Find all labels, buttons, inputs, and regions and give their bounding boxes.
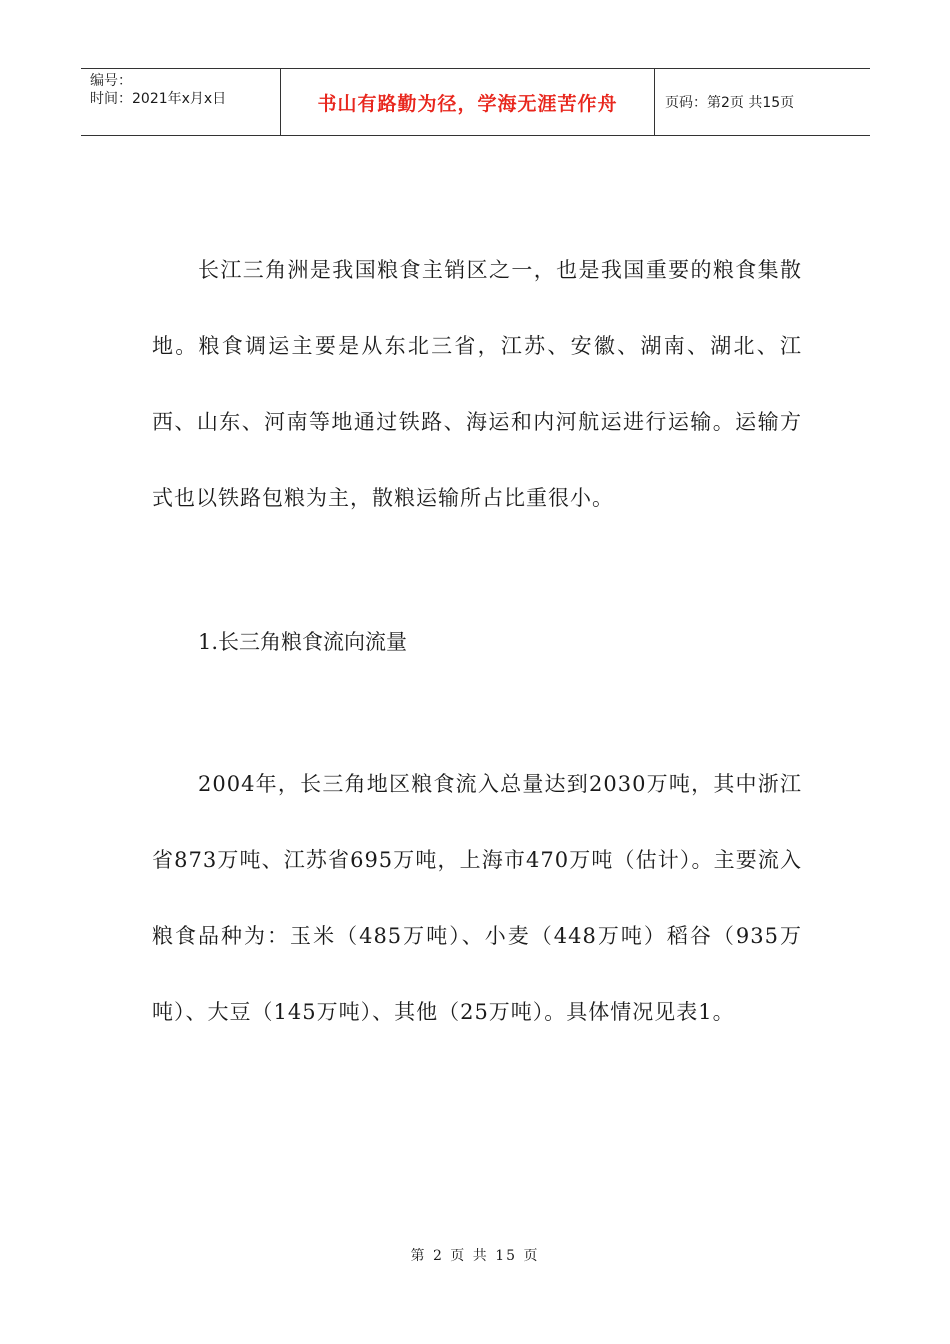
header-page-info: 页码：第2页 共15页 (665, 95, 795, 111)
page-header (81, 68, 870, 136)
header-motto: 书山有路勤为径，学海无涯苦作舟 (281, 69, 655, 135)
paragraph-flow-volume: 2004年，长三角地区粮食流入总量达到2030万吨，其中浙江省873万吨、江苏省695万吨，上海市470万吨（估计）。主要流入粮食品种为：玉米（485万吨）、小麦（448万吨）稻谷（935万吨）、大豆（145万吨）、其他（25万吨）。具体情况见表1。 (152, 772, 802, 1024)
document-number-label: 编号： (90, 73, 132, 89)
paragraph-intro: 长江三角洲是我国粮食主销区之一，也是我国重要的粮食集散地。粮食调运主要是从东北三省，江苏、安徽、湖南、湖北、江西、山东、河南等地通过铁路、海运和内河航运进行运输。运输方式也以铁路包粮为主，散粮运输所占比重很小。 (152, 258, 802, 510)
document-time-label: 时间：2021年x月x日 (90, 91, 227, 107)
document-body (152, 232, 802, 1050)
section-heading: 1.长三角粮食流向流量 (198, 630, 408, 654)
header-meta-cell (81, 69, 281, 135)
page-footer: 第 2 页 共 15 页 (410, 1248, 540, 1264)
